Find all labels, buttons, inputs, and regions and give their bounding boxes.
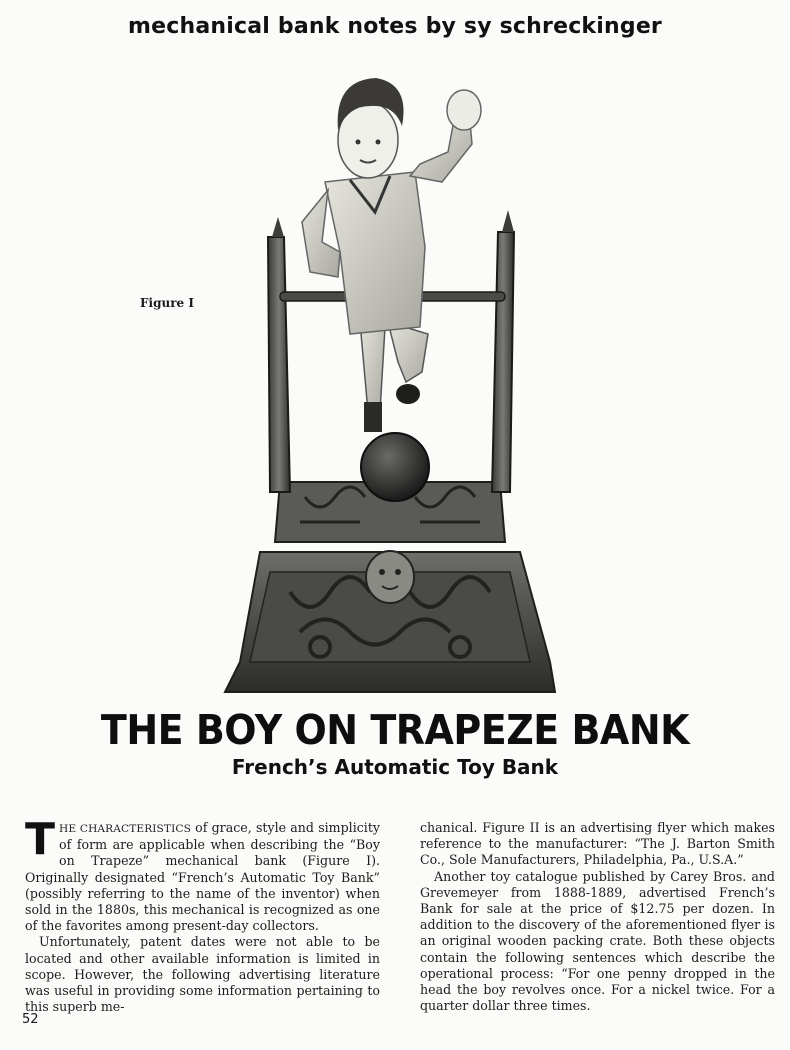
bank-photo — [210, 72, 570, 702]
right-paragraph-1: chanical. Figure II is an advertising flyer which makes reference to the manufacturer: “The J. Barton Smith Co., Sole Manufacturers, Philadelphia, Pa., U.S.A.” — [420, 820, 775, 868]
article-title: THE BOY ON TRAPEZE BANK — [100, 706, 690, 754]
bank-ball — [361, 433, 429, 501]
column-header: mechanical bank notes by sy schreckinger — [127, 14, 662, 39]
right-upright — [492, 232, 514, 492]
right-column — [420, 820, 775, 1014]
page-number: 52 — [22, 1012, 39, 1027]
article-subtitle: French’s Automatic Toy Bank — [231, 755, 559, 779]
left-column — [25, 814, 380, 1015]
boy-figure — [302, 78, 481, 432]
face-medallion — [366, 551, 414, 603]
left-paragraph-2: Unfortunately, patent dates were not able to be located and other available information is limited in scope. However, the following advertising literature was useful in providing some information pertaining to this superb me- — [25, 934, 380, 1015]
right-paragraph-2: Another toy catalogue published by Carey Bros. and Grevemeyer from 1888-1889, advertised French’s Bank for sale at the price of $12.75 per dozen. In addition to the discovery of the aforementioned flyer is an original wooden packing crate. Both these objects contain the following sentences which describe the operational process: “For one penny dropped in the head the boy revolves once. For a nickel twice. For a quarter dollar three times. — [420, 868, 775, 1014]
figure-label: Figure I — [140, 296, 194, 310]
lead-in: HE CHARACTERISTICS — [59, 823, 191, 835]
drop-cap: T — [25, 814, 56, 865]
left-upright — [268, 237, 290, 492]
left-paragraph-1-text: of grace, style and simplicity of form are applicable when describing the “Boy on Trapeze” mechanical bank (Figure I). Originally designated “French’s Automatic Toy Bank” (possibly referring to the name of the inventor) when sold in the 1880s, this mechanical is recognized as one of the favorites among present-day collectors. — [25, 820, 380, 934]
left-paragraph-1 — [25, 814, 380, 934]
